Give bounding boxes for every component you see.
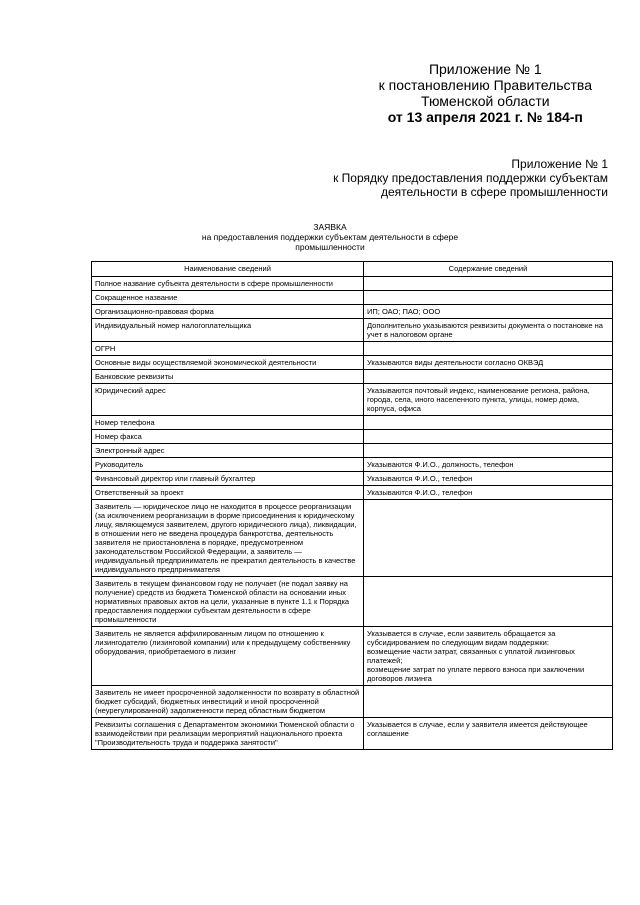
- column-header-name: Наименование сведений: [92, 262, 364, 277]
- table-row: [92, 458, 613, 472]
- field-name: Номер телефона: [92, 416, 364, 430]
- field-value[interactable]: [364, 686, 613, 718]
- field-name: Финансовый директор или главный бухгалтер: [92, 472, 364, 486]
- field-name: Банковские реквизиты: [92, 370, 364, 384]
- table-row: [92, 500, 613, 577]
- document-title: [200, 222, 460, 252]
- table-row: [92, 319, 613, 342]
- field-name: Основные виды осуществляемой экономической деятельности: [92, 356, 364, 370]
- table-row: [92, 356, 613, 370]
- field-value[interactable]: Указываются Ф.И.О., телефон: [364, 486, 613, 500]
- sub-appendix-number: Приложение № 1: [511, 157, 608, 171]
- table-row: [92, 384, 613, 416]
- field-name: Заявитель не имеет просроченной задолженности по возврату в областной бюджет субсидий, бюджетных инвестиций и иной просроченной (неурегулированной) задолженности перед областным бюджетом: [92, 686, 364, 718]
- field-name: Юридический адрес: [92, 384, 364, 416]
- field-name: Заявитель — юридическое лицо не находится в процессе реорганизации (за исключением реорганизации в форме присоединения к юридическому лицу, являющемуся заявителем, другого юридического лица), ликвидации, в отношении него не введена процедура банкротства, деятельность заявителя не приостановлена в порядке, предусмотренном законодательством Российской Федерации, а заявитель — индивидуальный предприниматель не прекратил деятельность в качестве индивидуального предпринимателя: [92, 500, 364, 577]
- sub-appendix-ref-line: деятельности в сфере промышленности: [381, 185, 608, 199]
- field-value[interactable]: [364, 416, 613, 430]
- title-heading: ЗАЯВКА: [313, 222, 347, 232]
- table-row: [92, 686, 613, 718]
- field-value[interactable]: [364, 277, 613, 291]
- field-value[interactable]: Указываются Ф.И.О., телефон: [364, 472, 613, 486]
- field-value[interactable]: Дополнительно указываются реквизиты документа о постановке на учет в налоговом органе: [364, 319, 613, 342]
- field-name: Сокращенное название: [92, 291, 364, 305]
- appendix-header: [379, 61, 592, 125]
- table-row: [92, 444, 613, 458]
- field-name: Электронный адрес: [92, 444, 364, 458]
- field-name: Номер факса: [92, 430, 364, 444]
- field-name: Заявитель в текущем финансовом году не получает (не подал заявку на получение) средств из бюджета Тюменской области на основании иных нормативных правовых актов на цели, указанные в пункте 1.1 к Порядка предоставления поддержки субъектам деятельности в сфере промышленности: [92, 577, 364, 627]
- field-value[interactable]: [364, 500, 613, 577]
- field-value[interactable]: Указывается в случае, если у заявителя имеется действующее соглашение: [364, 718, 613, 750]
- field-value[interactable]: Указываются Ф.И.О., должность, телефон: [364, 458, 613, 472]
- field-name: ОГРН: [92, 342, 364, 356]
- field-name: Реквизиты соглашения с Департаментом экономики Тюменской области о взаимодействии при реализации мероприятий национального проекта "Производительность труда и поддержка занятости": [92, 718, 364, 750]
- table-row: [92, 718, 613, 750]
- title-subline: на предоставления поддержки субъектам деятельности в сфере: [201, 232, 459, 242]
- table-row: [92, 416, 613, 430]
- application-table: [91, 261, 613, 750]
- table-row: [92, 627, 613, 686]
- sub-appendix-ref-line: к Порядку предоставления поддержки субъектам: [333, 171, 608, 185]
- field-value[interactable]: [364, 444, 613, 458]
- field-name: Индивидуальный номер налогоплательщика: [92, 319, 364, 342]
- table-row: [92, 291, 613, 305]
- table-row: [92, 305, 613, 319]
- field-value[interactable]: Указываются почтовый индекс, наименование региона, района, города, села, иного населенного пункта, улицы, номер дома, корпуса, офиса: [364, 384, 613, 416]
- table-row: [92, 277, 613, 291]
- field-value[interactable]: [364, 342, 613, 356]
- title-subline: промышленности: [295, 242, 365, 252]
- appendix-ref-line: Тюменской области: [421, 93, 550, 109]
- table-row: [92, 486, 613, 500]
- field-name: Ответственный за проект: [92, 486, 364, 500]
- table-row: [92, 577, 613, 627]
- table-row: [92, 342, 613, 356]
- field-value[interactable]: [364, 430, 613, 444]
- field-value[interactable]: Указывается в случае, если заявитель обращается за субсидированием по следующим видам поддержки: возмещение части затрат, связанных с уплатой лизинговых платежей; возмещение затрат по уплате первого взноса при заключении договоров лизинга: [364, 627, 613, 686]
- column-header-value: Содержание сведений: [364, 262, 613, 277]
- sub-appendix-header: [333, 157, 608, 199]
- field-name: Организационно-правовая форма: [92, 305, 364, 319]
- appendix-ref-line: к постановлению Правительства: [378, 77, 592, 93]
- table-header-row: [92, 262, 613, 277]
- appendix-number: Приложение № 1: [428, 61, 542, 77]
- table-row: [92, 472, 613, 486]
- field-value[interactable]: [364, 370, 613, 384]
- field-value[interactable]: [364, 577, 613, 627]
- field-name: Руководитель: [92, 458, 364, 472]
- table-row: [92, 370, 613, 384]
- table-row: [92, 430, 613, 444]
- field-name: Заявитель не является аффилированным лицом по отношению к лизингодателю (лизинговой компании) или к предыдущему собственнику оборудования, приобретаемого в лизинг: [92, 627, 364, 686]
- field-name: Полное название субъекта деятельности в сфере промышленности: [92, 277, 364, 291]
- resolution-date-number: от 13 апреля 2021 г. № 184-п: [387, 109, 583, 125]
- field-value[interactable]: Указываются виды деятельности согласно ОКВЭД: [364, 356, 613, 370]
- field-value[interactable]: [364, 291, 613, 305]
- field-value[interactable]: ИП; ОАО; ПАО; ООО: [364, 305, 613, 319]
